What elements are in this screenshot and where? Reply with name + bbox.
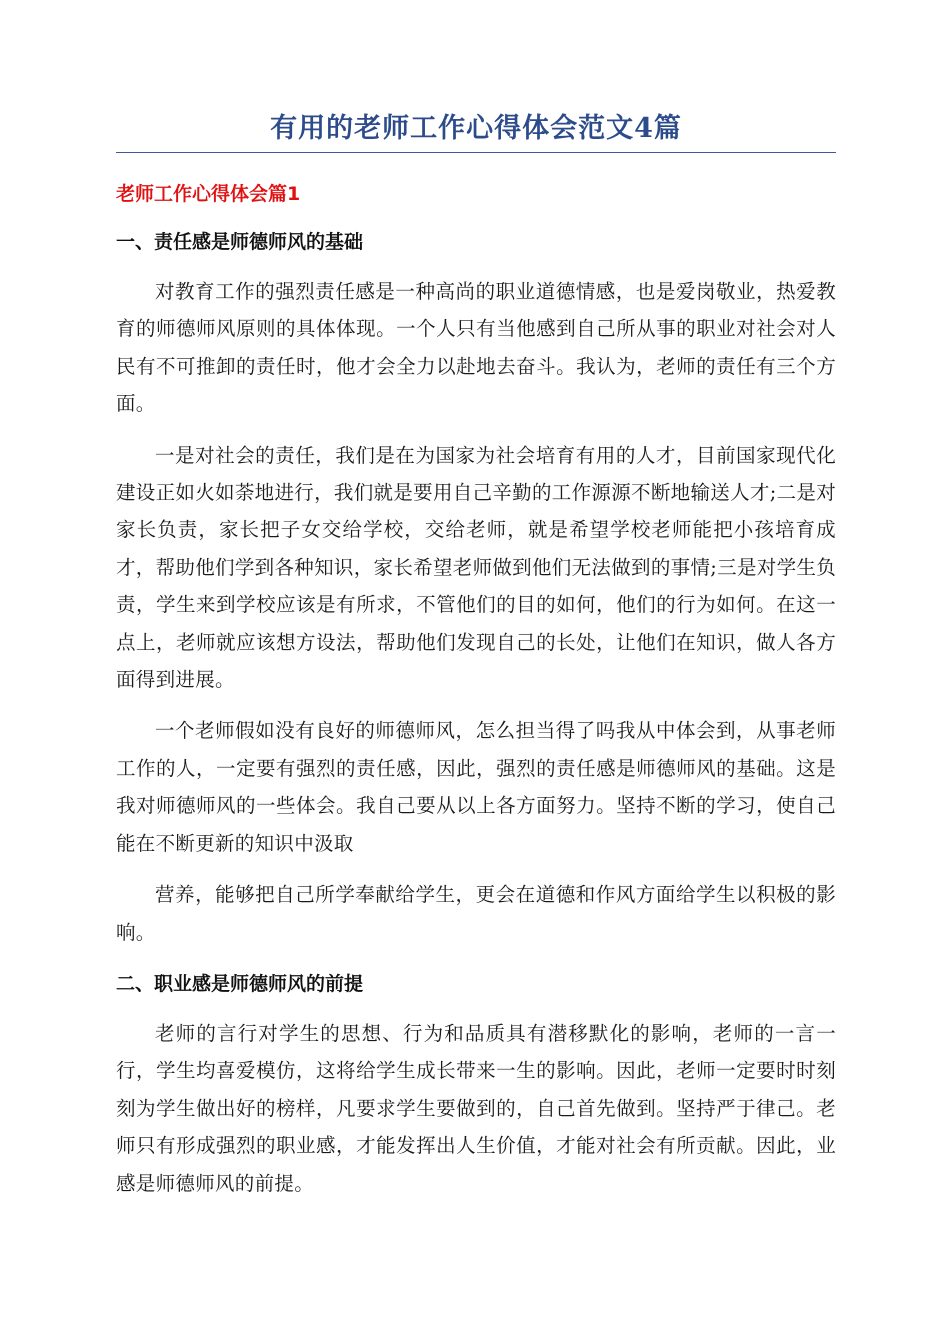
section-1-paragraph-2: 一是对社会的责任，我们是在为国家为社会培育有用的人才，目前国家现代化建设正如火如荼地进行，我们就是要用自己辛勤的工作源源不断地输送人才;二是对家长负责，家长把子女交给学校，交给老师，就是希望学校老师能把小孩培育成才，帮助他们学到各种知识，家长希望老师做到他们无法做到的事情;三是对学生负责，学生来到学校应该是有所求，不管他们的目的如何，他们的行为如何。在这一点上，老师就应该想方设法，帮助他们发现自己的长处，让他们在知识，做人各方面得到进展。 [116, 443, 836, 692]
article-heading: 老师工作心得体会篇1 [116, 183, 301, 205]
section-1-heading: 一、责任感是师德师风的基础 [116, 231, 364, 253]
section-1-paragraph-1: 对教育工作的强烈责任感是一种高尚的职业道德情感，也是爱岗敬业，热爱教育的师德师风原则的具体体现。一个人只有当他感到自己所从事的职业对社会对人民有不可推卸的责任时，他才会全力以赴地去奋斗。我认为，老师的责任有三个方面。 [116, 280, 836, 416]
document-title: 有用的老师工作心得体会范文4篇 [116, 108, 836, 153]
section-1-paragraph-3: 一个老师假如没有良好的师德师风，怎么担当得了吗我从中体会到，从事老师工作的人，一定要有强烈的责任感，因此，强烈的责任感是师德师风的基础。这是我对师德师风的一些体会。我自己要从以上各方面努力。坚持不断的学习，使自己能在不断更新的知识中汲取 [116, 719, 836, 855]
document-page [116, 108, 836, 1202]
section-2-paragraph-1: 老师的言行对学生的思想、行为和品质具有潜移默化的影响，老师的一言一行，学生均喜爱模仿，这将给学生成长带来一生的影响。因此，老师一定要时时刻刻为学生做出好的榜样，凡要求学生要做到的，自己首先做到。坚持严于律己。老师只有形成强烈的职业感，才能发挥出人生价值，才能对社会有所贡献。因此，业感是师德师风的前提。 [116, 1021, 836, 1195]
section-2-heading: 二、职业感是师德师风的前提 [116, 972, 364, 995]
section-1-paragraph-4: 营养，能够把自己所学奉献给学生，更会在道德和作风方面给学生以积极的影响。 [116, 883, 836, 944]
